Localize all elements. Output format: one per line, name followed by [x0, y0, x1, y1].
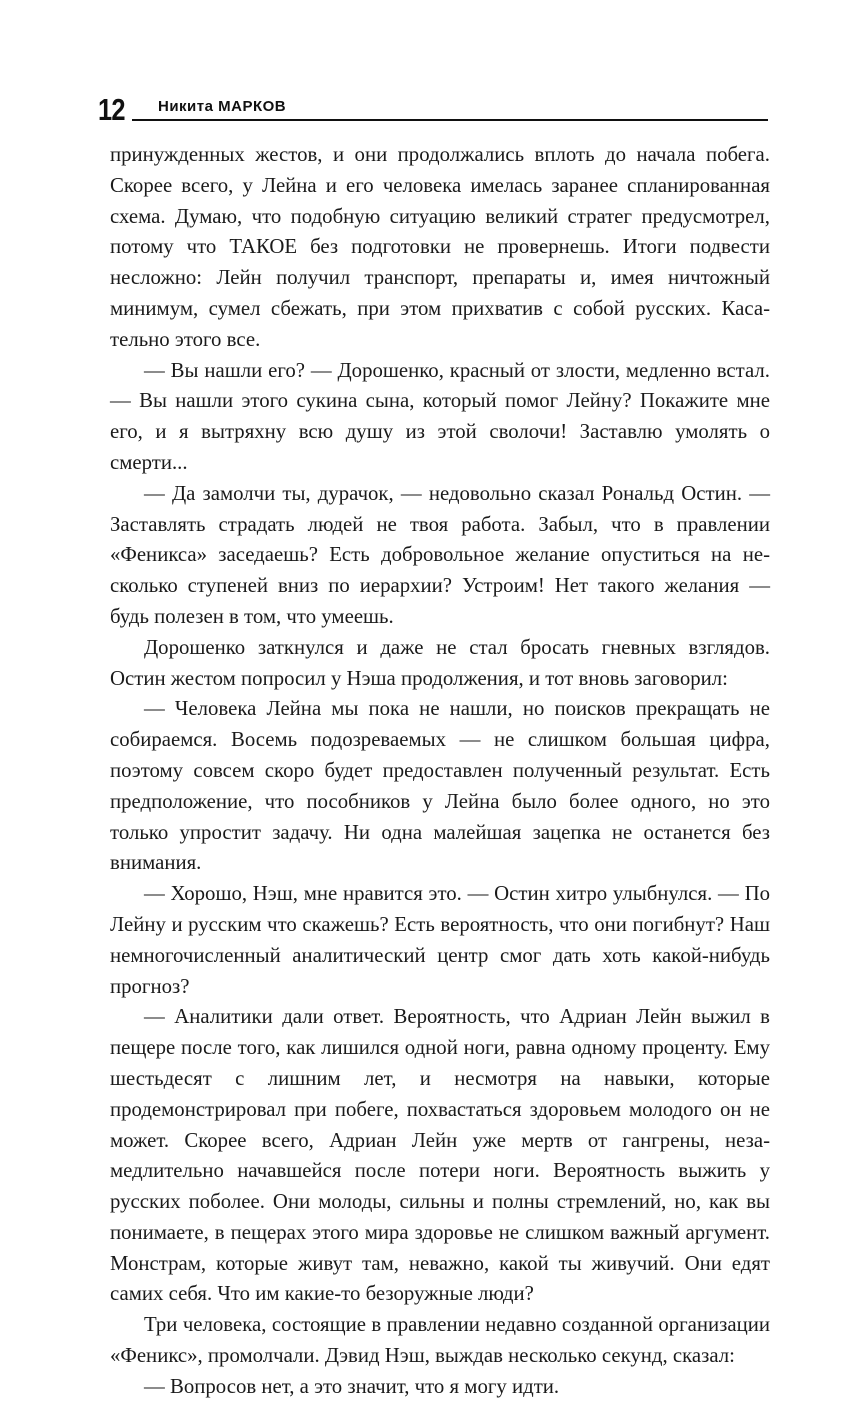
paragraph: Дорошенко заткнулся и даже не стал бросать гневных взглядов. Остин жестом попросил у Нэша продолжения, и тот вновь заговорил: [110, 635, 770, 690]
paragraph: — Вопросов нет, а это значит, что я могу идти. [144, 1374, 560, 1398]
paragraph: — Аналитики дали ответ. Вероятность, что Адриан Лейн выжил в пещере после того, как лишился одной ноги, равна одному проценту. Ему шестьдесят с лишним лет, и несмотря на навыки, которые продемонстрировал при побеге, похвастаться здоровьем молодого он не может. Скорее всего, Адриан Лейн уже мертв от гангрены, незамедлительно начавшейся после потери ноги. Вероятность выжить у русских поболее. Они молоды, сильны и полны стремлений, но, как вы понимаете, в пещерах этого мира здоровье не слишком важный аргумент. Монстрам, которые живут там, неважно, какой ты живучий. Они едят самих себя. Что им какие-то безоружные люди? [110, 1005, 770, 1306]
running-head-author: Никита МАРКОВ [158, 98, 287, 115]
body-text [110, 140, 770, 1403]
paragraph: — Человека Лейна мы пока не нашли, но поисков прекращать не собираемся. Восемь подозреваемых — не слишком большая цифра, поэтому совсем скоро будет предоставлен полученный результат. Есть предположение, что пособников у Лейна было более одного, но это только упростит задачу. Ни одна малейшая зацепка не останется без внимания. [110, 697, 770, 875]
paragraph: — Да замолчи ты, дурачок, — недовольно сказал Рональд Остин. — Заставлять страдать людей не твоя работа. Забыл, что в правлении «Феникса» заседаешь? Есть добровольное желание опуститься на несколько ступеней вниз по иерархии? Устроим! Нет такого желания — будь полезен в том, что умеешь. [110, 481, 770, 628]
page-header [98, 93, 768, 127]
paragraph: принужденных жестов, и они продолжались вплоть до начала побега. Скорее всего, у Лейна и его человека имелась заранее спланированная схема. Думаю, что подобную ситуацию великий стратег предусмотрел, потому что ТАКОЕ без подготовки не провернешь. Итоги подвести несложно: Лейн получил транспорт, препараты и, имея ничтожный минимум, сумел сбежать, при этом прихватив с собой русских. Касательно этого все. [110, 143, 770, 351]
page-number: 12 [98, 92, 125, 127]
paragraph: — Хорошо, Нэш, мне нравится это. — Остин хитро улыбнулся. — По Лейну и русским что скажешь? Есть вероятность, что они погибнут? Наш немногочисленный аналитический центр смог дать хоть какой-нибудь прогноз? [110, 882, 770, 998]
paragraph: — Вы нашли его? — Дорошенко, красный от злости, медленно встал. — Вы нашли этого сукина сына, который помог Лейну? Покажите мне его, и я вытряхну всю душу из этой сволочи! Заставлю умолять о смерти... [110, 358, 770, 474]
header-rule [132, 119, 768, 121]
paragraph: Три человека, состоящие в правлении недавно созданной организации «Феникс», промолчали. Дэвид Нэш, выждав несколько секунд, сказал: [110, 1313, 770, 1368]
